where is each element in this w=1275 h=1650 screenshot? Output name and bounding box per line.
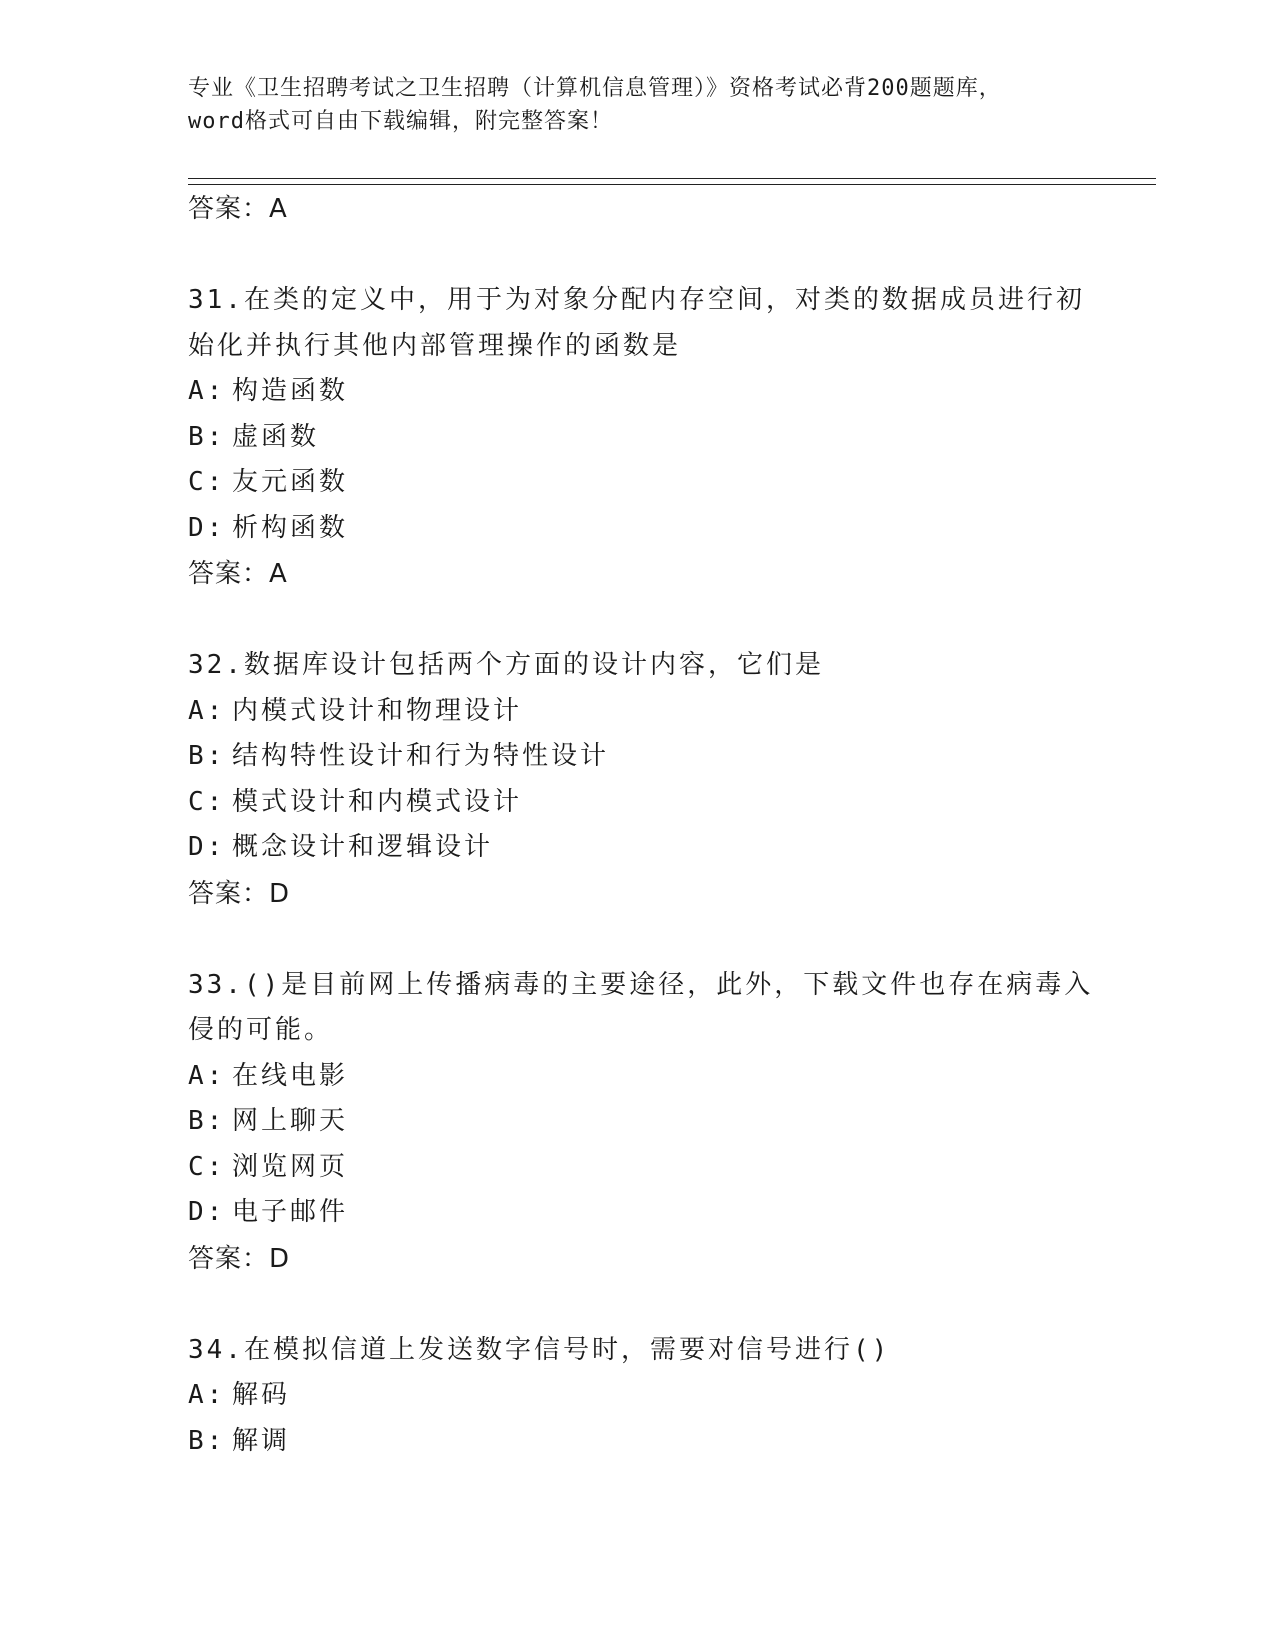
option-b (188, 734, 1128, 780)
option-text: 浏览网页 (232, 1151, 349, 1182)
answer-line: 答案：A (188, 559, 288, 589)
option-letter: B: (188, 741, 226, 771)
answer-line: 答案：D (188, 1243, 291, 1274)
option-text: 构造函数 (232, 376, 349, 406)
question-text-line: 31.在类的定义中，用于为对象分配内存空间，对类的数据成员进行初 (188, 285, 1085, 315)
option-text: 网上聊天 (232, 1106, 349, 1136)
option-a (188, 1373, 1128, 1419)
option-text: 内模式设计和物理设计 (232, 695, 523, 726)
option-text: 解调 (232, 1425, 291, 1456)
option-letter: A: (188, 376, 226, 406)
option-b (188, 415, 1128, 461)
question-text-line: 始化并执行其他内部管理操作的函数是 (188, 330, 682, 361)
header-line-1: 专业《卫生招聘考试之卫生招聘（计算机信息管理）》资格考试必背200题题库， (188, 76, 1002, 101)
option-letter: D: (188, 1197, 226, 1227)
option-text: 虚函数 (232, 421, 320, 452)
option-a (188, 369, 1128, 415)
option-letter: B: (188, 421, 226, 452)
option-text: 结构特性设计和行为特性设计 (232, 741, 610, 771)
option-letter: A: (188, 1380, 226, 1410)
question-33 (188, 963, 1128, 1054)
question-32 (188, 643, 1128, 689)
question-text-line: 34.在模拟信道上发送数字信号时，需要对信号进行() (188, 1334, 891, 1365)
option-b (188, 1099, 1128, 1145)
question-text-line: 侵的可能。 (188, 1015, 334, 1045)
option-letter: B: (188, 1106, 226, 1136)
option-letter: D: (188, 832, 226, 862)
question-31 (188, 278, 1128, 369)
option-d (188, 1190, 1128, 1236)
option-letter: C: (188, 1151, 226, 1182)
option-letter: D: (188, 512, 226, 543)
document-header (188, 72, 1088, 138)
option-text: 解码 (232, 1380, 291, 1410)
option-d (188, 825, 1128, 871)
question-text-line: 33.()是目前网上传播病毒的主要途径，此外，下载文件也存在病毒入 (188, 969, 1094, 1000)
option-a (188, 689, 1128, 735)
option-letter: A: (188, 1060, 226, 1091)
option-c (188, 460, 1128, 506)
option-b (188, 1419, 1128, 1465)
option-d (188, 506, 1128, 552)
question-text-line: 32.数据库设计包括两个方面的设计内容，它们是 (188, 650, 824, 680)
answer-line: 答案：D (188, 878, 291, 909)
answer-line: 答案：A (188, 194, 288, 224)
header-line-2: word格式可自由下载编辑，附完整答案！ (188, 109, 613, 134)
question-34 (188, 1328, 1128, 1374)
option-text: 模式设计和内模式设计 (232, 786, 523, 817)
option-letter: C: (188, 467, 226, 497)
question-list (188, 186, 1128, 1464)
option-text: 在线电影 (232, 1060, 349, 1091)
option-letter: B: (188, 1425, 226, 1456)
header-divider (188, 178, 1156, 185)
option-letter: A: (188, 695, 226, 726)
option-a (188, 1054, 1128, 1100)
option-text: 析构函数 (232, 512, 349, 543)
option-letter: C: (188, 786, 226, 817)
option-c (188, 1145, 1128, 1191)
option-text: 概念设计和逻辑设计 (232, 832, 494, 862)
option-text: 电子邮件 (232, 1197, 349, 1227)
option-text: 友元函数 (232, 467, 349, 497)
option-c (188, 780, 1128, 826)
